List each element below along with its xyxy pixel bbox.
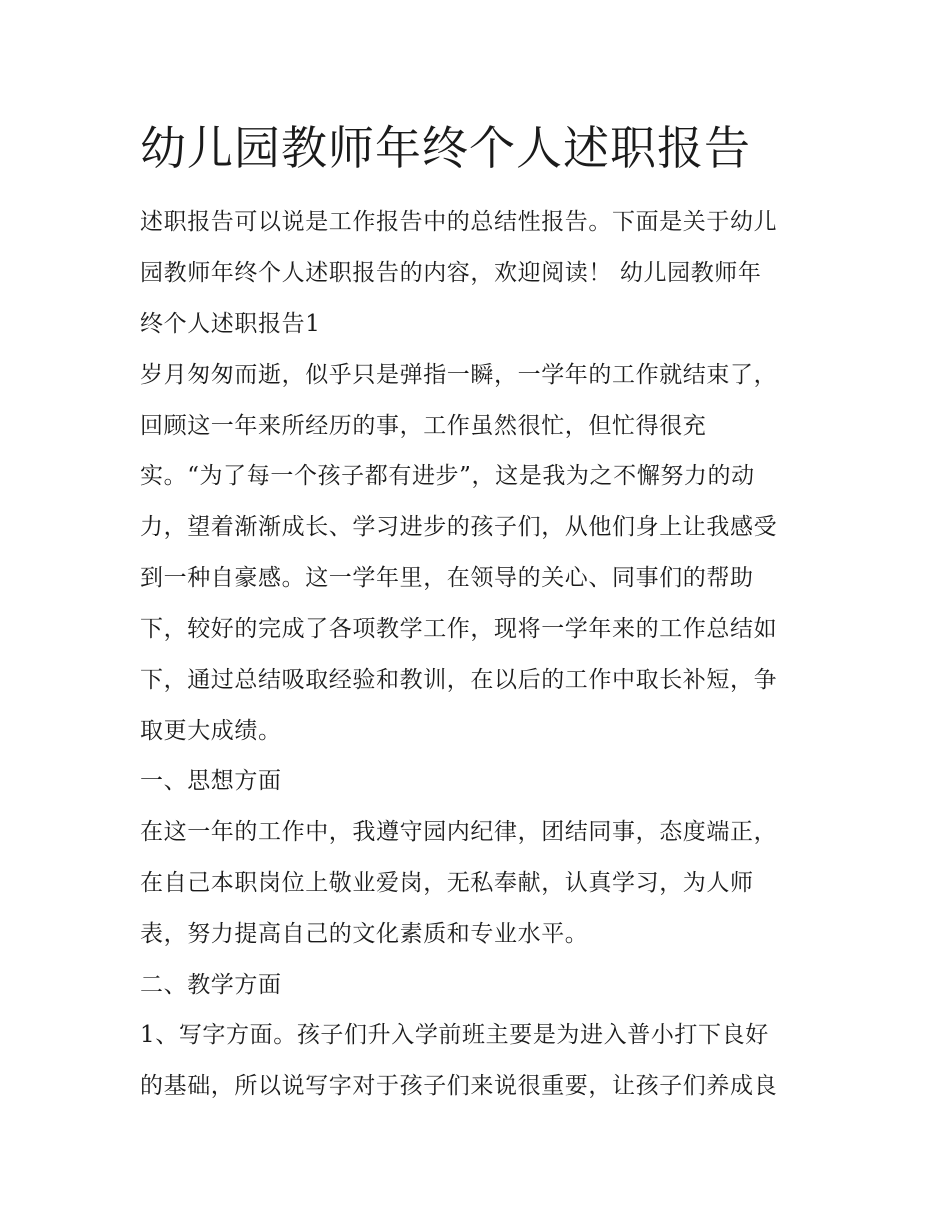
paragraph-line: 在这一年的工作中，我遵守园内纪律，团结同事，态度端正， bbox=[140, 819, 778, 845]
paragraph-line: 1、写字方面。孩子们升入学前班主要是为进入普小打下良好 bbox=[140, 1022, 769, 1048]
paragraph-line: 终个人述职报告1 bbox=[140, 311, 321, 337]
paragraph-line: 下，较好的完成了各项教学工作，现将一学年来的工作总结如 bbox=[140, 616, 778, 642]
paragraph-line: 到一种自豪感。这一学年里，在领导的关心、同事们的帮助 bbox=[140, 565, 754, 591]
section-heading: 二、教学方面 bbox=[140, 972, 282, 998]
paragraph-line: 力，望着渐渐成长、学习进步的孩子们，从他们身上让我感受 bbox=[140, 514, 778, 540]
paragraph-line: 的基础，所以说写字对于孩子们来说很重要，让孩子们养成良 bbox=[140, 1073, 778, 1099]
document-title: 幼儿园教师年终个人述职报告 bbox=[140, 121, 751, 175]
paragraph-line: 实。“为了每一个孩子都有进步”，这是我为之不懈努力的动 bbox=[140, 463, 755, 489]
paragraph-line: 岁月匆匆而逝，似乎只是弹指一瞬，一学年的工作就结束了， bbox=[140, 362, 778, 388]
paragraph-line: 下，通过总结吸取经验和教训，在以后的工作中取长补短，争 bbox=[140, 667, 778, 693]
paragraph-line: 园教师年终个人述职报告的内容，欢迎阅读！ 幼儿园教师年 bbox=[140, 260, 762, 286]
paragraph-line: 表，努力提高自己的文化素质和专业水平。 bbox=[140, 921, 589, 947]
paragraph-line: 回顾这一年来所经历的事，工作虽然很忙，但忙得很充 bbox=[140, 413, 707, 439]
paragraph-line: 述职报告可以说是工作报告中的总结性报告。下面是关于幼儿 bbox=[140, 209, 778, 235]
paragraph-line: 取更大成绩。 bbox=[140, 718, 282, 744]
section-heading: 一、思想方面 bbox=[140, 768, 282, 794]
paragraph-line: 在自己本职岗位上敬业爱岗，无私奉献，认真学习，为人师 bbox=[140, 870, 754, 896]
